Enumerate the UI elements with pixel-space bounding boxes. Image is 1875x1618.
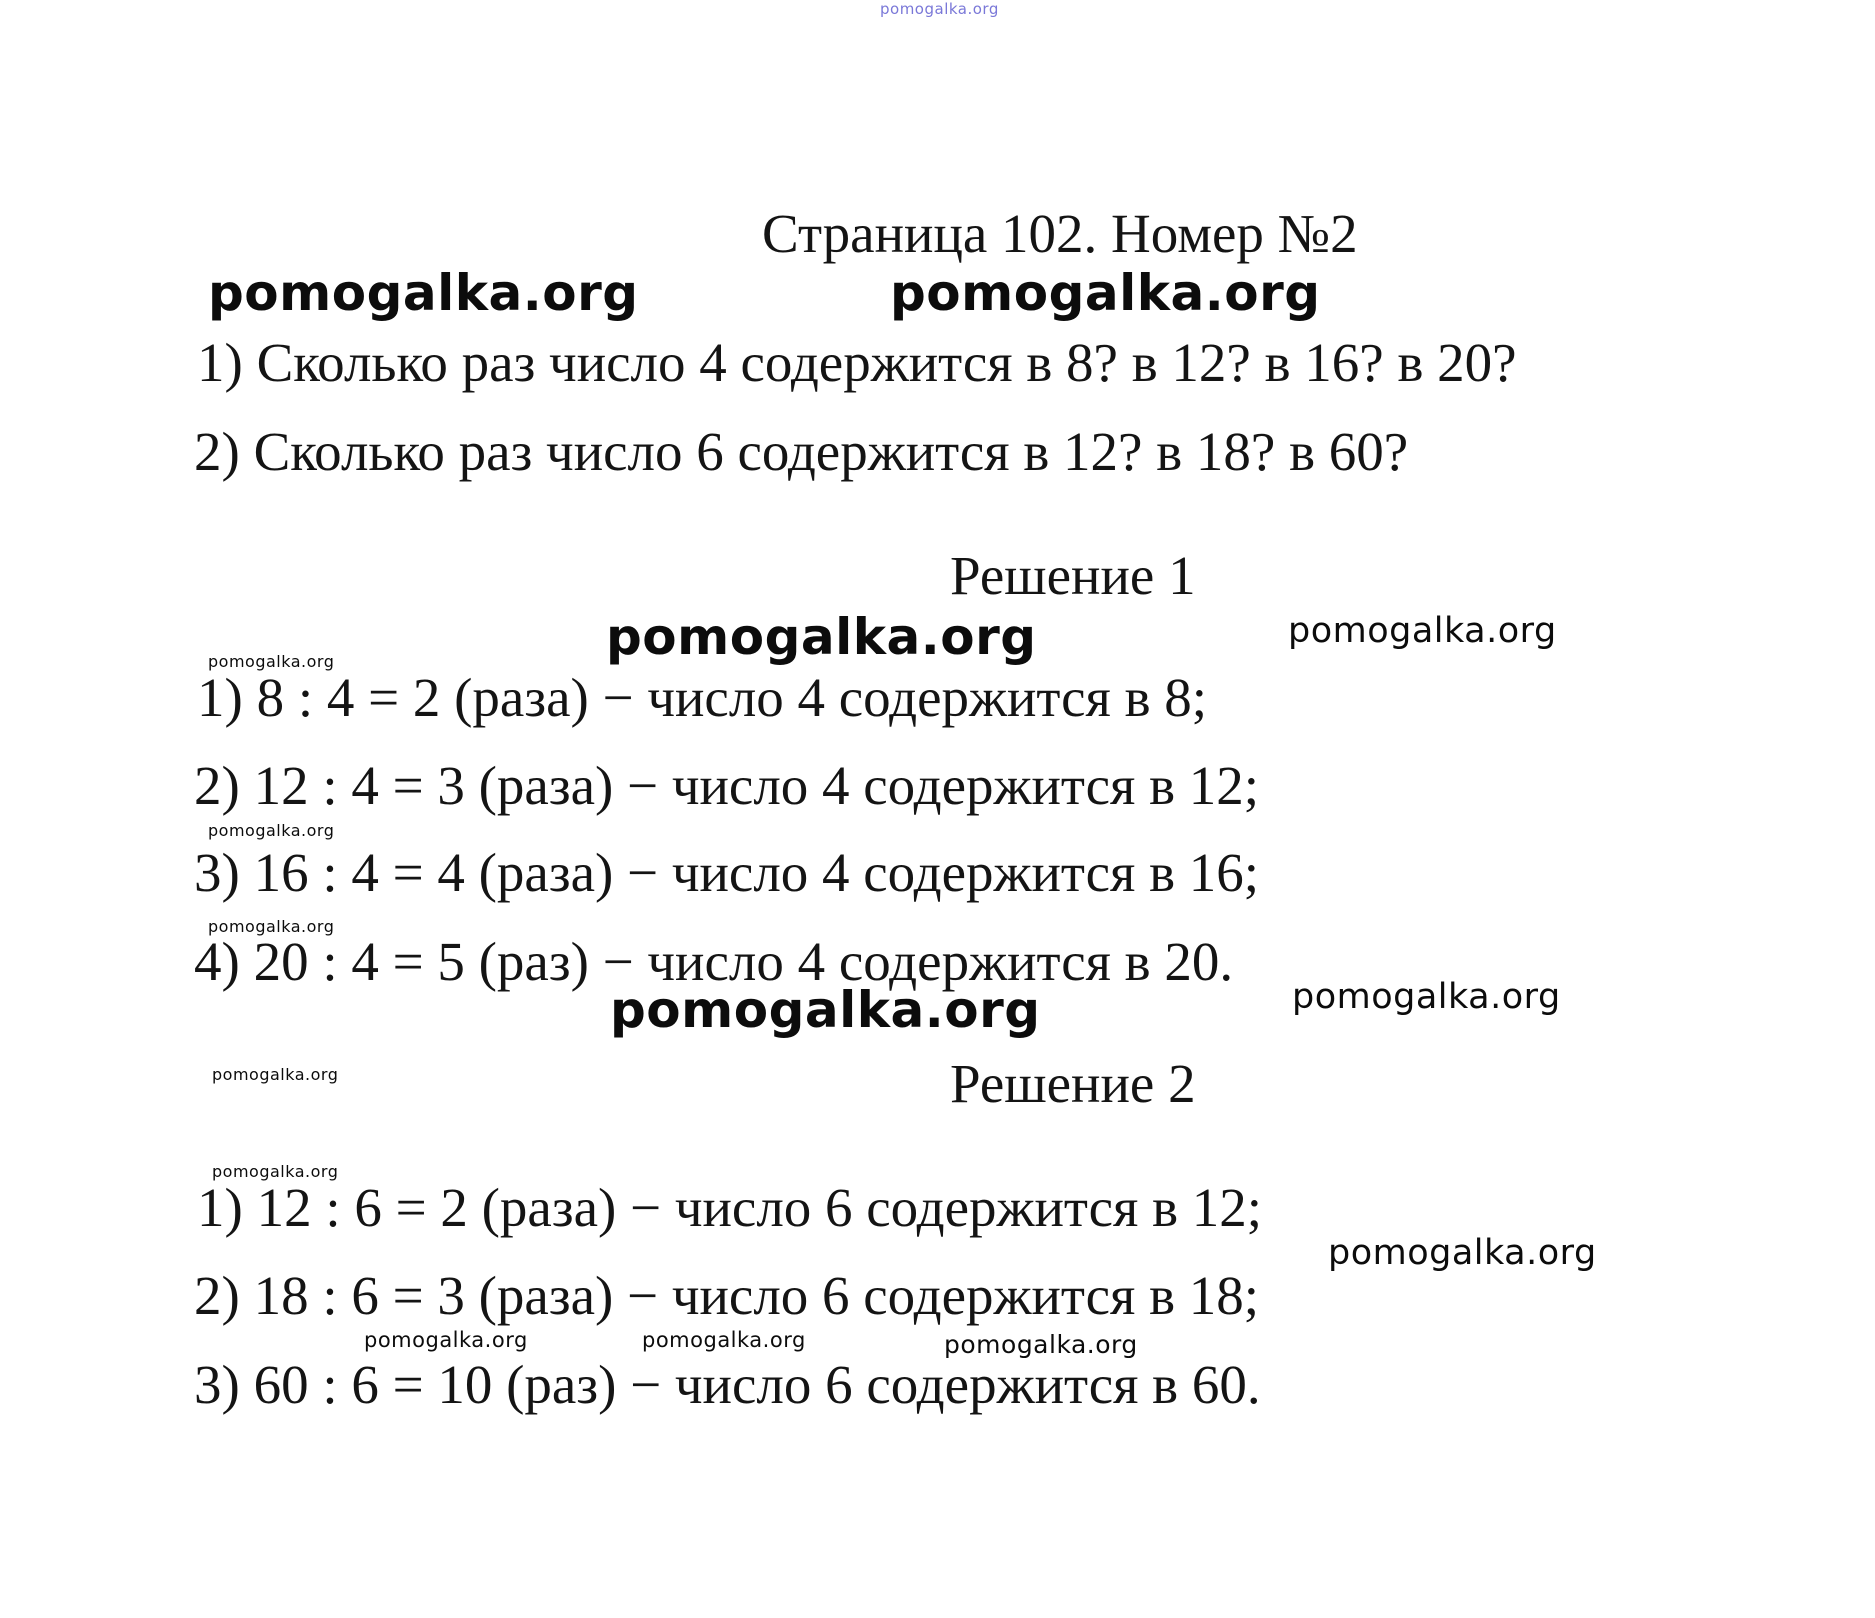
watermark-large: pomogalka.org	[890, 264, 1321, 322]
solution-1-line-1: 1) 8 : 4 = 2 (раза) − число 4 содержится в 8;	[197, 667, 1208, 728]
solution-1-line-2: 2) 12 : 4 = 3 (раза) − число 4 содержится в 12;	[194, 755, 1260, 816]
watermark-small: pomogalka.org	[208, 821, 335, 840]
watermark-top[interactable]: pomogalka.org	[880, 0, 999, 18]
solution-1-line-4: 4) 20 : 4 = 5 (раз) − число 4 содержится в 20.	[194, 931, 1234, 992]
solution-2-line-1: 1) 12 : 6 = 2 (раза) − число 6 содержится в 12;	[197, 1177, 1263, 1238]
watermark-small: pomogalka.org	[208, 652, 335, 671]
page-title: Страница 102. Номер №2	[762, 203, 1358, 264]
question-2: 2) Сколько раз число 6 содержится в 12? в 18? в 60?	[194, 421, 1409, 482]
watermark-large: pomogalka.org	[606, 608, 1037, 666]
watermark-medium: pomogalka.org	[1288, 611, 1557, 651]
watermark-large: pomogalka.org	[610, 981, 1041, 1039]
watermark-small: pomogalka.org	[212, 1162, 339, 1181]
watermark-small: pomogalka.org	[944, 1330, 1138, 1359]
watermark-small: pomogalka.org	[212, 1065, 339, 1084]
question-1: 1) Сколько раз число 4 содержится в 8? в 12? в 16? в 20?	[197, 332, 1517, 393]
solution-1-heading: Решение 1	[950, 545, 1196, 606]
watermark-small: pomogalka.org	[364, 1328, 528, 1352]
solution-2-line-3: 3) 60 : 6 = 10 (раз) − число 6 содержится в 60.	[194, 1354, 1261, 1415]
watermark-medium: pomogalka.org	[1292, 977, 1561, 1017]
watermark-large: pomogalka.org	[208, 264, 639, 322]
solution-1-line-3: 3) 16 : 4 = 4 (раза) − число 4 содержится в 16;	[194, 842, 1260, 903]
watermark-small: pomogalka.org	[208, 917, 335, 936]
watermark-medium: pomogalka.org	[1328, 1233, 1597, 1273]
solution-2-heading: Решение 2	[950, 1053, 1196, 1114]
watermark-small: pomogalka.org	[642, 1328, 806, 1352]
solution-2-line-2: 2) 18 : 6 = 3 (раза) − число 6 содержится в 18;	[194, 1265, 1260, 1326]
